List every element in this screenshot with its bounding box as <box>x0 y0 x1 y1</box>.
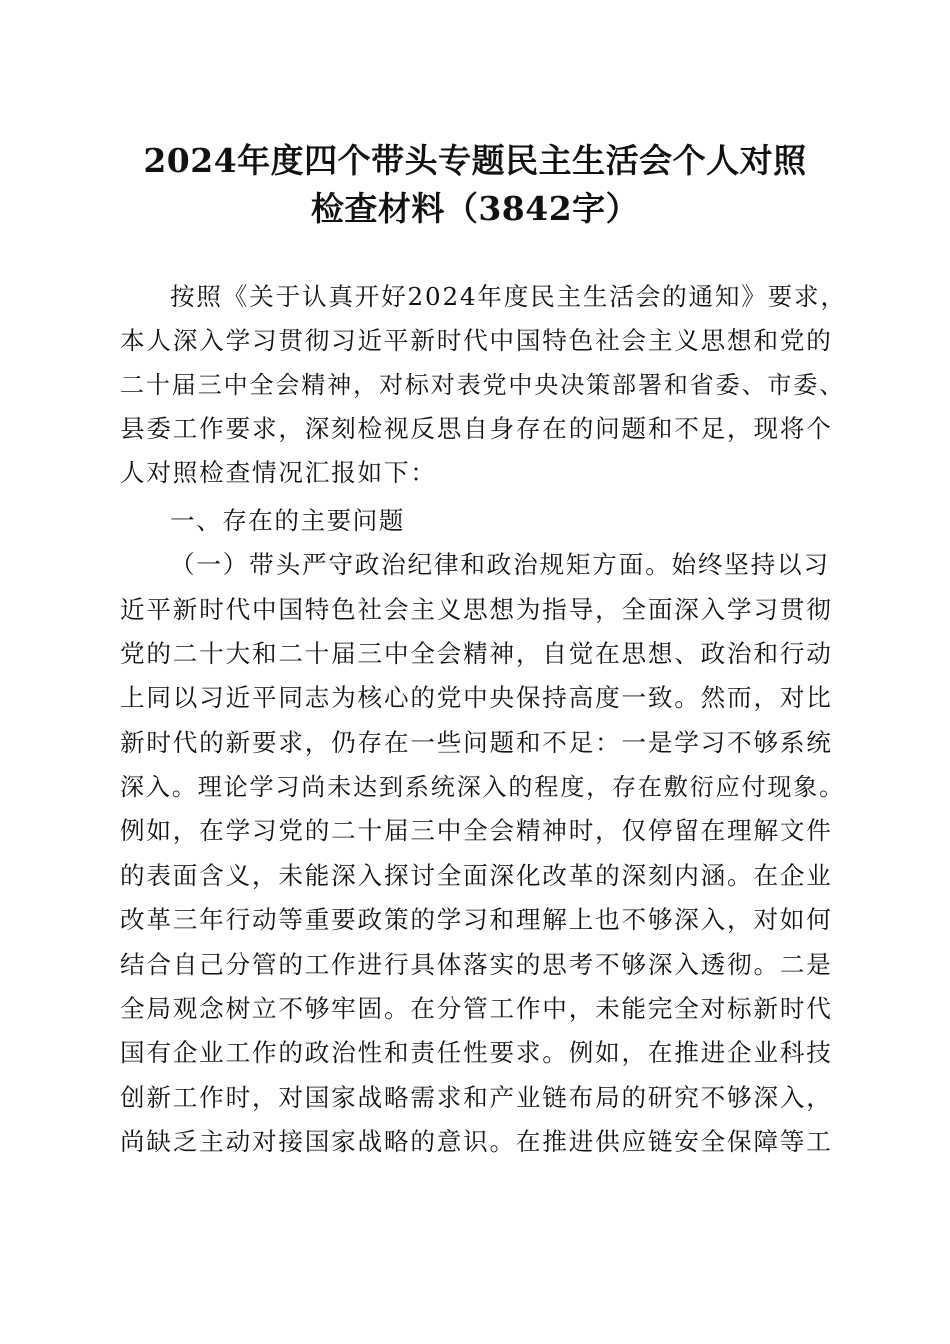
body-line-8: 改革三年行动等重要政策的学习和理解上也不够深入，对如何 <box>120 905 833 934</box>
body-line-3: 上同以习近平同志为核心的党中央保持高度一致。然而，对比 <box>120 683 833 712</box>
body-line-4: 新时代的新要求，仍存在一些问题和不足：一是学习不够系统 <box>120 728 833 757</box>
body-line-11: 国有企业工作的政治性和责任性要求。例如，在推进企业科技 <box>120 1038 833 1067</box>
body-line-12: 创新工作时，对国家战略需求和产业链布局的研究不够深入， <box>120 1083 833 1112</box>
body-line-10: 全局观念树立不够牢固。在分管工作中，未能完全对标新时代 <box>120 994 833 1023</box>
body-line-5: 深入。理论学习尚未达到系统深入的程度，存在敷衍应付现象。 <box>120 773 846 801</box>
intro-line-5: 人对照检查情况汇报如下： <box>120 458 437 487</box>
intro-line-3: 二十届三中全会精神，对标对表党中央决策部署和省委、市委、 <box>120 371 846 399</box>
section-heading: 一、存在的主要问题 <box>170 506 405 535</box>
intro-line-2: 本人深入学习贯彻习近平新时代中国特色社会主义思想和党的 <box>120 326 833 355</box>
body-line-2: 党的二十大和二十届三中全会精神，自觉在思想、政治和行动 <box>120 639 833 668</box>
document-title-line-1: 2024年度四个带头专题民主生活会个人对照 <box>143 141 807 180</box>
body-line-13: 尚缺乏主动对接国家战略的意识。在推进供应链安全保障等工 <box>120 1127 833 1156</box>
intro-line-4: 县委工作要求，深刻检视反思自身存在的问题和不足，现将个 <box>120 414 833 443</box>
body-line-9: 结合自己分管的工作进行具体落实的思考不够深入透彻。二是 <box>120 950 833 979</box>
intro-line-1: 按照《关于认真开好2024年度民主生活会的通知》要求， <box>170 282 847 311</box>
body-line-6: 例如，在学习党的二十届三中全会精神时，仅停留在理解文件 <box>120 816 833 845</box>
body-line-7: 的表面含义，未能深入探讨全面深化改革的深刻内涵。在企业 <box>120 861 833 890</box>
body-line-1: 近平新时代中国特色社会主义思想为指导，全面深入学习贯彻 <box>120 595 833 624</box>
subsection-heading: （一）带头严守政治纪律和政治规矩方面。 <box>170 550 672 579</box>
subsection-first-line-text: 始终坚持以习 <box>671 550 830 579</box>
document-title-line-2: 检查材料（3842字） <box>310 189 640 228</box>
subsection-first-line <box>170 550 850 580</box>
